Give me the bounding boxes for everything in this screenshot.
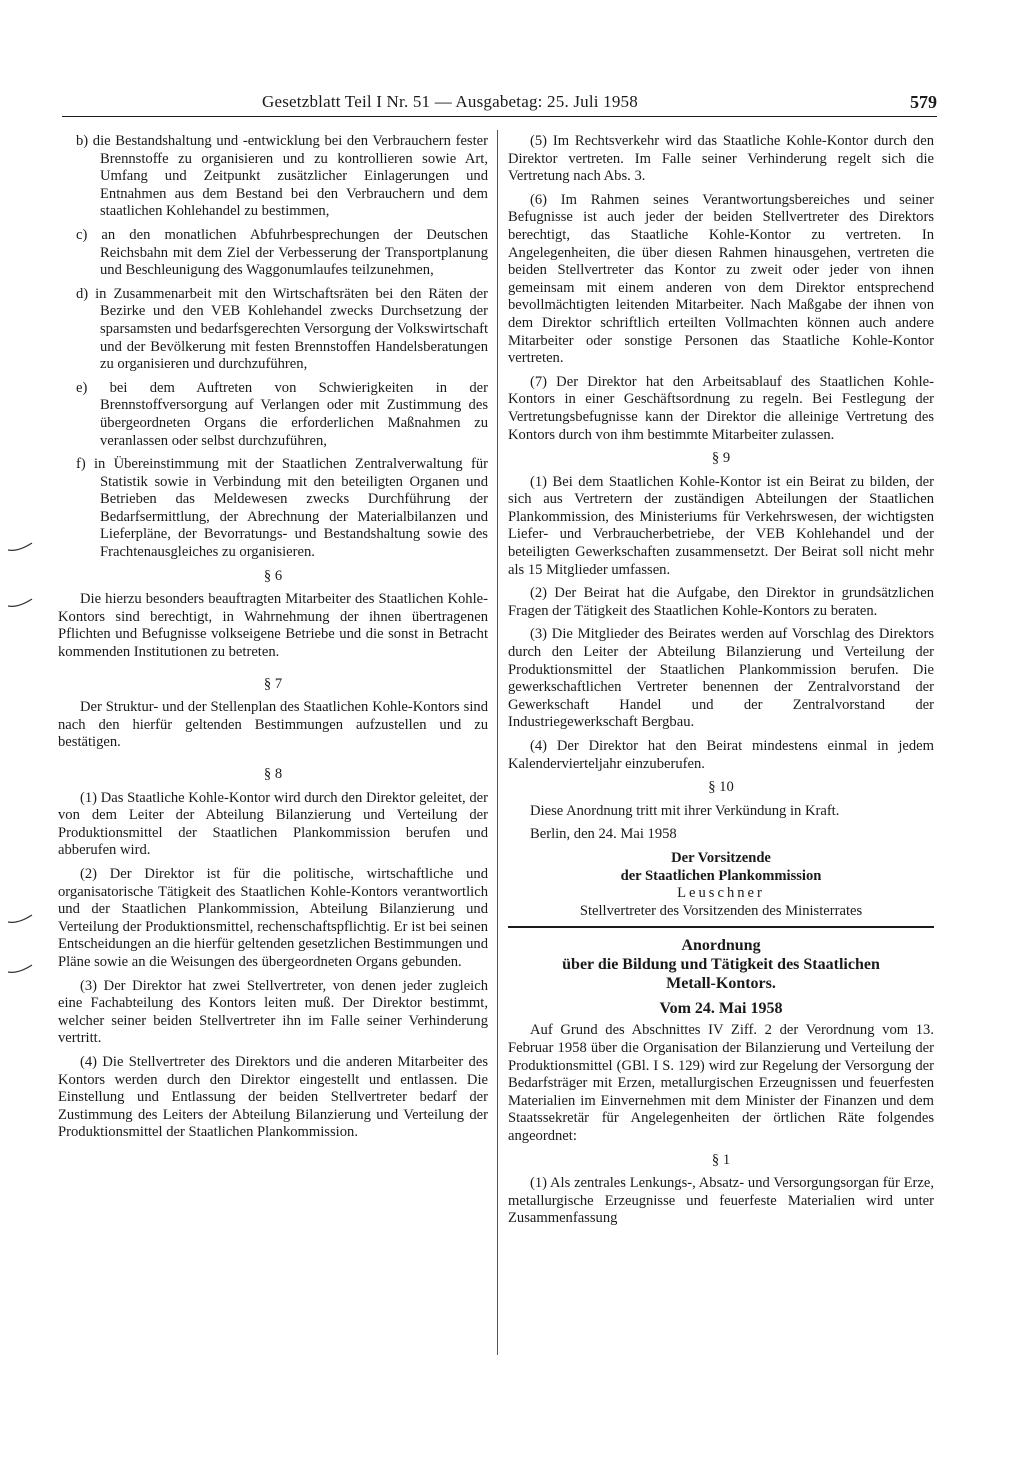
right-column — [508, 133, 934, 1234]
signature-name: Leuschner — [677, 885, 765, 902]
section-heading-10: § 10 — [708, 779, 734, 796]
list-item: d) in Zusammenarbeit mit den Wirtschaftsräten bei den Räten der Bezirke und den VEB Kohlehandel zwecks Durchsetzung der sparsamsten und bedarfsgerechten Versorgung der Volkswirtschaft und der Bevölkerung mit festen Brennstoffen Handelsberatungen zu organisieren und durchzuführen, — [76, 285, 488, 373]
section-8-para: (2) Der Direktor ist für die politische, wirtschaftliche und organisatorische Tätigkeit des Staatlichen Kohle-Kontors verantwortlich und der Staatlichen Plankommission, Abteilung Bilanzierung und Verteilung der Produktionsmittel, rechenschaftspflichtig. Er ist bei seinen Entscheidungen an die hierfür geltenden gesetzlichen Bestimmungen und Pläne sowie an die Weisungen des übergeordneten Organs gebunden. — [58, 865, 488, 970]
section-8-para: (6) Im Rahmen seines Verantwortungsbereiches und seiner Befugnisse ist auch jeder der beiden Stellvertreter des Direktors berechtigt, das Staatliche Kohle-Kontor zu vertreten. In Angelegenheiten, die über diesen Rahmen hinausgehen, vertreten die beiden Stellvertreter das Kontor zu zweit oder jeder von ihnen gemeinsam mit einem anderen von dem Direktor entsprechend bevollmächtigten leitenden Mitarbeiter. Nach Maßgabe der ihnen von dem Direktor schriftlich erteilten Vollmachten können auch andere Mitarbeiter oder sonstige Personen das Staatliche Kohle-Kontor vertreten. — [508, 191, 934, 367]
section-8-para: (5) Im Rechtsverkehr wird das Staatliche Kohle-Kontor durch den Direktor vertreten. Im Falle seiner Verhinderung regelt sich die Vertretung nach Abs. 3. — [508, 133, 934, 185]
section-heading-9: § 9 — [711, 450, 731, 467]
order-preamble: Auf Grund des Abschnittes IV Ziff. 2 der Verordnung vom 13. Februar 1958 über die Organisation der Bilanzierung und Verteilung der Produktionsmittel (GBl. I S. 129) wird zur Regelung der Versorgung der Bedarfsträger mit Erzen, metallurgischen Erzeugnissen und feuerfesten Materialien im Einvernehmen mit dem Minister der Finanzen und dem Staatssekretär für Angelegenheiten der örtlichen Räte folgendes angeordnet: — [508, 1022, 934, 1144]
order-section-1-text: (1) Als zentrales Lenkungs-, Absatz- und Versorgungsorgan für Erze, metallurgische Erzeugnisse und feuerfeste Materialien wird unter Zusammenfassung — [508, 1175, 934, 1227]
list-item: f) in Übereinstimmung mit der Staatlichen Zentralverwaltung für Statistik sowie in Verbindung mit den beteiligten Organen und Betrieben das Meldewesen zwecks Durchführung der Bedarfsermittlung, der Abrechnung der Materialbilanzen und Lieferpläne, der Bevorratungs- und Bestandshaltung sowie des Frachtenausgleiches zu organisieren. — [76, 456, 488, 561]
page-header — [62, 92, 937, 117]
section-9-para: (3) Die Mitglieder des Beirates werden auf Vorschlag des Direktors durch den Leiter der Abteilung Bilanzierung und Verteilung der Produktionsmittel der Staatlichen Plankommission berufen. Die gewerkschaftlichen Vertreter benennen der Zentralvorstand der Gewerkschaft Handel und der Zentralvorstand der Industriegewerkschaft Bergbau. — [508, 626, 934, 731]
section-heading-8: § 8 — [263, 766, 283, 782]
section-8-para: (7) Der Direktor hat den Arbeitsablauf des Staatlichen Kohle-Kontors in einer Geschäftsordnung zu regeln. Bei Festlegung der Vertretungsbefugnisse kann der Direktor die alleinige Vertretung des Kontors durch von ihm bestimmte Mitarbeiter zulassen. — [508, 373, 934, 443]
list-item: b) die Bestandshaltung und -entwicklung bei den Verbrauchern fester Brennstoffe zu organisieren und zu kontrollieren sowie Art, Umfang und Zeitpunkt zusätzlicher Einlagerungen und Entnahmen aus dem Bestand bei den Verbrauchern und dem staatlichen Kohlehandel zu bestimmen, — [76, 133, 488, 220]
order-subtitle: über die Bildung und Tätigkeit des Staatlichen — [562, 956, 880, 974]
section-rule — [508, 926, 934, 928]
section-6-text: Die hierzu besonders beauftragten Mitarbeiter des Staatlichen Kohle-Kontors sind berechtigt, in Wahrnehmung der ihnen übertragenen Pflichten und Befugnisse volkseigene Betriebe und die sonst in Betracht kommenden Institutionen zu betreten. — [58, 591, 488, 661]
section-9-para: (1) Bei dem Staatlichen Kohle-Kontor ist ein Beirat zu bilden, der sich aus Vertretern der zuständigen Abteilungen der Staatlichen Plankommission, des Ministeriums für Verkehrswesen, der wichtigsten Liefer- und Verbraucherbetriebe, der VEB Kohlehandel und der beteiligten Gewerkschaften zusammensetzt. Der Beirat soll nicht mehr als 15 Mitglieder umfassen. — [508, 473, 934, 578]
section-10-text: Diese Anordnung tritt mit ihrer Verkündung in Kraft. — [530, 802, 840, 819]
section-8-para: (4) Die Stellvertreter des Direktors und die anderen Mitarbeiter des Kontors werden durch den Direktor eingestellt und entlassen. Die Einstellung und Entlassung der beiden Stellvertreter bedarf der Zustimmung des Leiters der Abteilung Bilanzierung und Verteilung der Produktionsmittel der Staatlichen Plankommission. — [58, 1053, 488, 1141]
left-column — [58, 133, 488, 1148]
order-subtitle: Metall-Kontors. — [666, 975, 776, 993]
order-section-heading-1: § 1 — [711, 1151, 731, 1168]
section-7-text: Der Struktur- und der Stellenplan des Staatlichen Kohle-Kontors sind nach den hierfür geltenden Bestimmungen aufzustellen und zu bestätigen. — [58, 699, 488, 751]
section-9-para: (2) Der Beirat hat die Aufgabe, den Direktor in grundsätzlichen Fragen der Tätigkeit des Staatlichen Kohle-Kontors zu beraten. — [508, 585, 934, 619]
margin-check-mark — [6, 596, 34, 608]
order-date: Vom 24. Mai 1958 — [659, 1000, 783, 1018]
signature-title: Der Vorsitzende — [671, 849, 771, 866]
section-heading-7: § 7 — [263, 675, 283, 692]
order-title: Anordnung — [681, 937, 761, 955]
margin-check-mark — [6, 912, 34, 924]
signature-role: Stellvertreter des Vorsitzenden des Ministerrates — [579, 902, 863, 919]
list-item: c) an den monatlichen Abfuhrbesprechungen der Deutschen Reichsbahn mit dem Ziel der Verbesserung der Transportplanung und Beschleunigung des Waggonumlaufes teilzunehmen, — [76, 226, 488, 279]
date-line: Berlin, den 24. Mai 1958 — [530, 826, 677, 843]
column-divider — [497, 130, 498, 1355]
header-title: Gesetzblatt Teil I Nr. 51 — Ausgabetag: 25. Juli 1958 — [262, 92, 638, 111]
margin-check-mark — [6, 540, 34, 552]
section-heading-6: § 6 — [263, 567, 283, 584]
margin-check-mark — [6, 962, 34, 974]
signature-institution: der Staatlichen Plankommission — [620, 867, 822, 884]
list-item: e) bei dem Auftreten von Schwierigkeiten in der Brennstoffversorgung auf Verlangen oder mit Zustimmung des übergeordneten Organs die erforderlichen Maßnahmen zu veranlassen oder selbst durchzuführen, — [76, 379, 488, 449]
section-8-para: (3) Der Direktor hat zwei Stellvertreter, von denen jeder zugleich eine Fachabteilung des Kontors leiten muß. Der Direktor bestimmt, welcher seiner beiden Stellvertreter ihn im Falle seiner Verhinderung vertritt. — [58, 977, 488, 1047]
section-8-para: (1) Das Staatliche Kohle-Kontor wird durch den Direktor geleitet, der von dem Leiter der Abteilung Bilanzierung und Verteilung der Produktionsmittel der Staatlichen Plankommission berufen und abberufen wird. — [58, 789, 488, 859]
section-9-para: (4) Der Direktor hat den Beirat mindestens einmal in jedem Kalendervierteljahr einzuberufen. — [508, 738, 934, 772]
page-number: 579 — [910, 92, 937, 112]
